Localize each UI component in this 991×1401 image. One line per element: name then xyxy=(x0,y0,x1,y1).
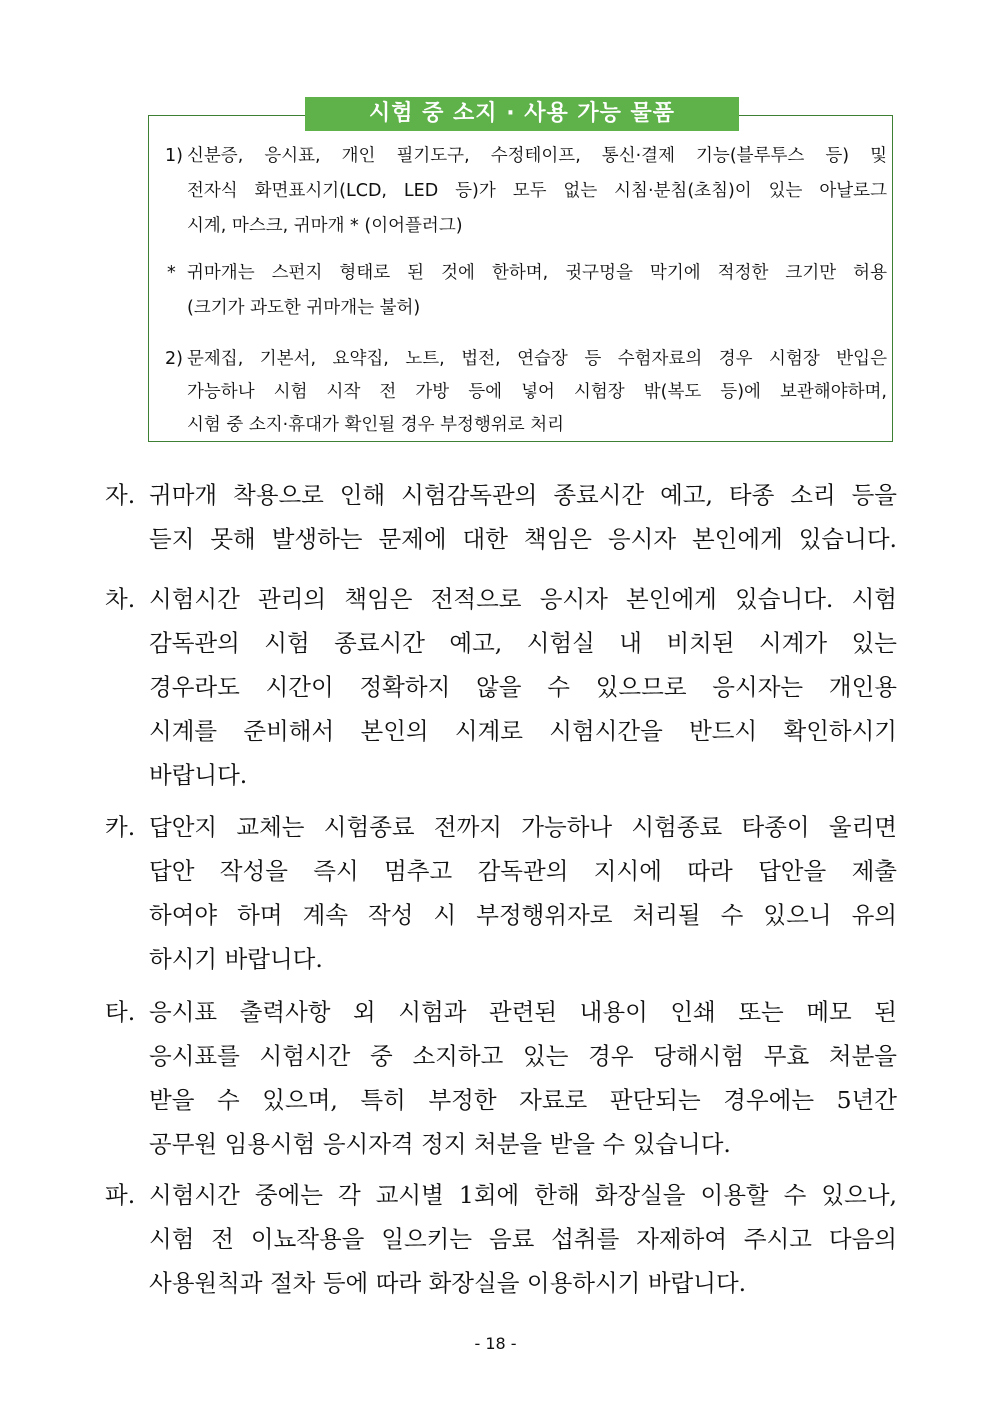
paragraph-line: 사용원칙과 절차 등에 따라 화장실을 이용하시기 바랍니다. xyxy=(149,1269,747,1297)
paragraph-line: 응시표 출력사항 외 시험과 관련된 내용이 인쇄 또는 메모 된 xyxy=(149,998,897,1026)
paragraph-line: 하시기 바랍니다. xyxy=(149,945,323,973)
item-line: 시계, 마스크, 귀마개 * (이어플러그) xyxy=(187,216,463,236)
paragraph-marker: 차. xyxy=(105,585,136,613)
box-item-1 xyxy=(165,139,889,244)
item-line: 가능하나 시험 시작 전 가방 등에 넣어 시험장 밖(복도 등)에 보관해야하며, xyxy=(187,382,887,402)
paragraph-marker: 타. xyxy=(105,998,136,1026)
item-line: 신분증, 응시표, 개인 필기도구, 수정테이프, 통신·결제 기능(블루투스 등) 및 xyxy=(187,146,887,166)
paragraph-line: 시계를 준비해서 본인의 시계로 시험시간을 반드시 확인하시기 xyxy=(149,717,897,745)
paragraph-line: 공무원 임용시험 응시자격 정지 처분을 받을 수 있습니다. xyxy=(149,1130,731,1158)
note-marker: * xyxy=(167,263,176,283)
paragraph-ja xyxy=(105,476,897,564)
item-line: 전자식 화면표시기(LCD, LED 등)가 모두 없는 시침·분침(초침)이 있는 아날로그 xyxy=(187,181,887,201)
paragraph-marker: 카. xyxy=(105,813,136,841)
paragraph-ka xyxy=(105,808,897,984)
paragraph-pa xyxy=(105,1176,897,1308)
item-marker: 1) xyxy=(165,146,183,166)
paragraph-line: 시험 전 이뇨작용을 일으키는 음료 섭취를 자제하여 주시고 다음의 xyxy=(149,1225,897,1253)
paragraph-line: 감독관의 시험 종료시간 예고, 시험실 내 비치된 시계가 있는 xyxy=(149,629,897,657)
box-note xyxy=(165,256,889,326)
paragraph-ta xyxy=(105,993,897,1169)
paragraph-cha xyxy=(105,580,897,800)
paragraph-line: 답안지 교체는 시험종료 전까지 가능하나 시험종료 타종이 울리면 xyxy=(149,813,897,841)
box-item-2 xyxy=(165,342,889,441)
paragraph-marker: 파. xyxy=(105,1181,136,1209)
notice-box-title: 시험 중 소지 · 사용 가능 물품 xyxy=(305,97,739,131)
paragraph-line: 하여야 하며 계속 작성 시 부정행위자로 처리될 수 있으니 유의 xyxy=(149,901,897,929)
paragraph-line: 받을 수 있으며, 특히 부정한 자료로 판단되는 경우에는 5년간 xyxy=(149,1086,897,1114)
paragraph-line: 듣지 못해 발생하는 문제에 대한 책임은 응시자 본인에게 있습니다. xyxy=(149,525,897,553)
note-line: 귀마개는 스펀지 형태로 된 것에 한하며, 귓구멍을 막기에 적정한 크기만 허용 xyxy=(187,263,887,283)
item-line: 시험 중 소지·휴대가 확인될 경우 부정행위로 처리 xyxy=(187,415,565,435)
paragraph-line: 응시표를 시험시간 중 소지하고 있는 경우 당해시험 무효 처분을 xyxy=(149,1042,897,1070)
item-marker: 2) xyxy=(165,349,183,369)
paragraph-line: 답안 작성을 즉시 멈추고 감독관의 지시에 따라 답안을 제출 xyxy=(149,857,897,885)
paragraph-line: 경우라도 시간이 정확하지 않을 수 있으므로 응시자는 개인용 xyxy=(149,673,897,701)
note-line: (크기가 과도한 귀마개는 불허) xyxy=(187,298,421,318)
paragraph-line: 시험시간 중에는 각 교시별 1회에 한해 화장실을 이용할 수 있으나, xyxy=(149,1181,897,1209)
paragraph-line: 시험시간 관리의 책임은 전적으로 응시자 본인에게 있습니다. 시험 xyxy=(149,585,897,613)
page-number: - 18 - xyxy=(474,1334,517,1353)
paragraph-marker: 자. xyxy=(105,481,136,509)
paragraph-line: 바랍니다. xyxy=(149,761,248,789)
paragraph-line: 귀마개 착용으로 인해 시험감독관의 종료시간 예고, 타종 소리 등을 xyxy=(149,481,897,509)
item-line: 문제집, 기본서, 요약집, 노트, 법전, 연습장 등 수험자료의 경우 시험장 반입은 xyxy=(187,349,887,369)
